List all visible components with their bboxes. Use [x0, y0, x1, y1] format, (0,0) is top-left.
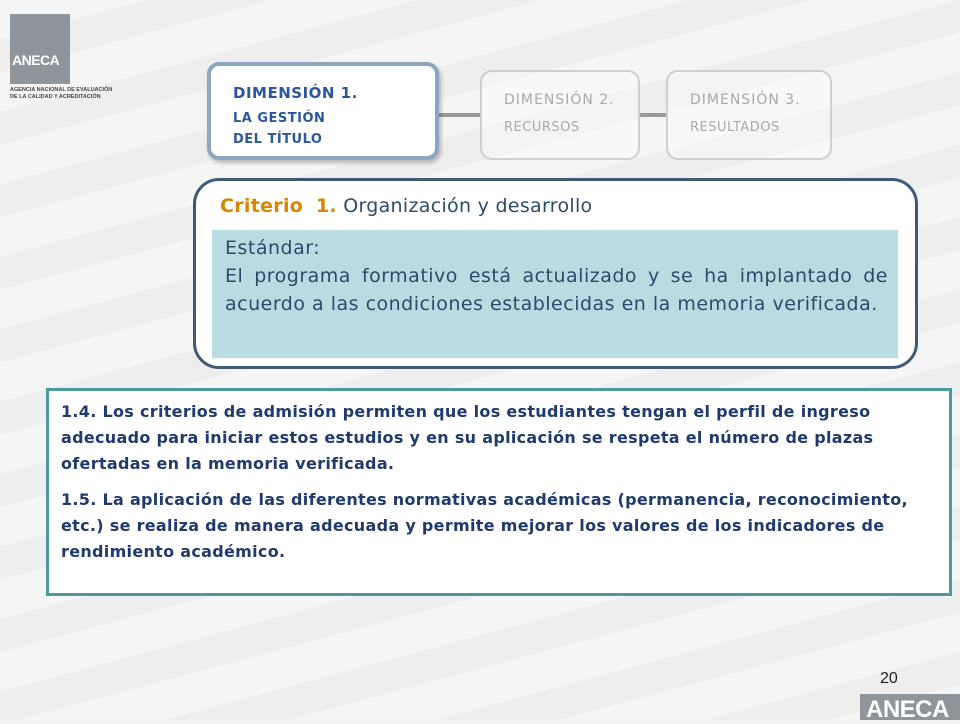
dimension-3-subtitle: RESULTADOS	[690, 120, 780, 135]
dimension-2-box[interactable]	[480, 70, 640, 160]
dimension-1-line-2: DEL TÍTULO	[233, 132, 323, 147]
criterio-number: 1.	[315, 195, 337, 217]
criterio-box	[193, 178, 918, 369]
dimension-1-title: DIMENSIÓN 1.	[233, 84, 358, 102]
logo-caption-line-1: AGENCIA NACIONAL DE EVALUACIÓN	[10, 87, 113, 93]
page-number: 20	[880, 670, 898, 687]
aneca-logo-caption	[10, 87, 120, 101]
dimension-3-title: DIMENSIÓN 3.	[690, 92, 801, 108]
aneca-logo-text: ANECA	[12, 52, 60, 68]
directriz-1-4: 1.4. Los criterios de admisión permiten que los estudiantes tengan el perfil de ingreso adecuado para iniciar estos estudios y en su aplicación se respeta el número de plazas ofertadas en la memoria verificada.	[61, 402, 874, 473]
estandar-panel	[212, 230, 898, 358]
dimension-connector-1	[439, 113, 480, 117]
dimension-3-box[interactable]	[666, 70, 832, 160]
criterio-heading	[220, 195, 592, 217]
estandar-text: El programa formativo está actualizado y se ha implantado de acuerdo a las condiciones establecidas en la memoria verificada.	[225, 265, 888, 315]
aneca-logo	[10, 14, 70, 84]
dimension-1-line-1: LA GESTIÓN	[233, 111, 326, 126]
dimension-2-subtitle: RECURSOS	[504, 120, 580, 135]
dimension-1-box[interactable]	[207, 62, 439, 160]
dimension-connector-2	[640, 113, 666, 117]
estandar-heading: Estándar:	[225, 237, 321, 259]
criterio-title: Organización y desarrollo	[343, 195, 593, 217]
directriz-1-5: 1.5. La aplicación de las diferentes normativas académicas (permanencia, reconocimiento, etc.) se realiza de manera adecuada y permite mejorar los valores de los indicadores de rendimiento académico.	[61, 490, 908, 561]
directrices-box	[46, 388, 952, 596]
dimension-1-subtitle	[233, 108, 325, 150]
criterio-label: Criterio	[220, 195, 304, 217]
footer-aneca-logo: ANECA	[866, 696, 949, 723]
dimension-2-title: DIMENSIÓN 2.	[504, 92, 615, 108]
logo-caption-line-2: DE LA CALIDAD Y ACREDITACIÓN	[10, 94, 101, 100]
